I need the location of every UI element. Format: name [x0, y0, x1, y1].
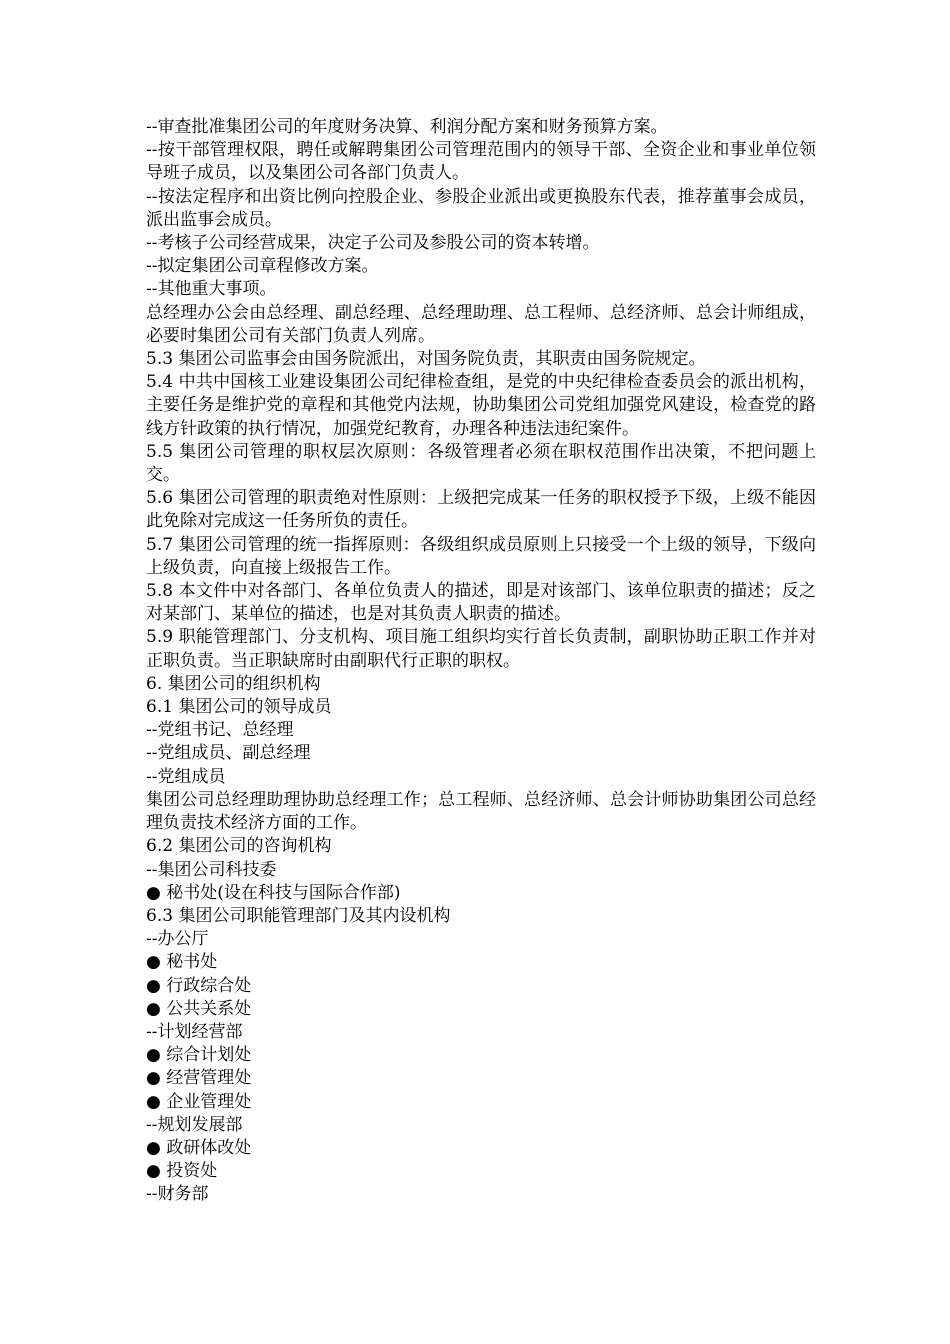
paragraph: --按干部管理权限，聘任或解聘集团公司管理范围内的领导干部、全资企业和事业单位领导班子成员，以及集团公司各部门负责人。 [146, 140, 816, 184]
paragraph: 5.9 职能管理部门、分支机构、项目施工组织均实行首长负责制，副职协助正职工作并对正职负责。当正职缺席时由副职代行正职的职权。 [146, 627, 816, 671]
bullet-item: ● 公共关系处 [146, 998, 252, 1019]
list-item: --党组成员、副总经理 [146, 743, 311, 764]
bullet-item: ● 行政综合处 [146, 975, 252, 996]
paragraph: 集团公司总经理助理协助总经理工作；总工程师、总经济师、总会计师协助集团公司总经理负责技术经济方面的工作。 [146, 789, 816, 834]
paragraph: 总经理办公会由总经理、副总经理、总经理助理、总工程师、总经济师、总会计师组成，必要时集团公司有关部门负责人列席。 [146, 302, 816, 346]
paragraph: --其他重大事项。 [146, 279, 277, 300]
list-item: --规划发展部 [146, 1114, 243, 1135]
list-item: --办公厅 [146, 929, 209, 950]
paragraph: 5.4 中共中国核工业建设集团公司纪律检查组，是党的中央纪律检查委员会的派出机构，主要任务是维护党的章程和其他党内法规，协助集团公司党组加强党风建设，检查党的路线方针政策的执行情况，加强党纪教育，办理各种违法违纪案件。 [146, 372, 816, 439]
paragraph: --审查批准集团公司的年度财务决算、利润分配方案和财务预算方案。 [146, 117, 668, 137]
paragraph: 5.3 集团公司监事会由国务院派出，对国务院负责，其职责由国务院规定。 [146, 349, 706, 370]
list-item: --财务部 [146, 1184, 209, 1205]
list-item: --党组成员 [146, 766, 226, 787]
list-item: --集团公司科技委 [146, 859, 277, 880]
bullet-item: ● 投资处 [146, 1161, 218, 1182]
paragraph: --考核子公司经营成果，决定子公司及参股公司的资本转增。 [146, 233, 600, 254]
bullet-item: ● 综合计划处 [146, 1045, 252, 1066]
list-item: --党组书记、总经理 [146, 720, 294, 741]
subsection-heading: 6.1 集团公司的领导成员 [146, 697, 332, 718]
paragraph: 5.6 集团公司管理的职责绝对性原则：上级把完成某一任务的职权授予下级，上级不能因此免除对完成这一任务所负的责任。 [146, 488, 816, 532]
paragraph: 5.5 集团公司管理的职权层次原则：各级管理者必须在职权范围作出决策，不把问题上交。 [146, 441, 816, 486]
bullet-item: ● 经营管理处 [146, 1068, 252, 1089]
paragraph: 5.7 集团公司管理的统一指挥原则：各级组织成员原则上只接受一个上级的领导，下级向上级负责，向直接上级报告工作。 [146, 534, 816, 578]
bullet-item: ● 秘书处 [146, 952, 218, 973]
paragraph: 5.8 本文件中对各部门、各单位负责人的描述，即是对该部门、该单位职责的描述；反之对某部门、某单位的描述，也是对其负责人职责的描述。 [146, 581, 816, 625]
bullet-item: ● 政研体改处 [146, 1137, 252, 1158]
section-heading: 6. 集团公司的组织机构 [146, 673, 321, 694]
paragraph: --按法定程序和出资比例向控股企业、参股企业派出或更换股东代表，推荐董事会成员，派出监事会成员。 [146, 186, 816, 230]
paragraph: --拟定集团公司章程修改方案。 [146, 256, 379, 277]
subsection-heading: 6.2 集团公司的咨询机构 [146, 836, 332, 857]
list-item: --计划经营部 [146, 1021, 243, 1042]
document-page [146, 116, 816, 1207]
subsection-heading: 6.3 集团公司职能管理部门及其内设机构 [146, 905, 451, 926]
bullet-item: ● 企业管理处 [146, 1091, 252, 1112]
bullet-item: ● 秘书处(设在科技与国际合作部) [146, 882, 401, 903]
